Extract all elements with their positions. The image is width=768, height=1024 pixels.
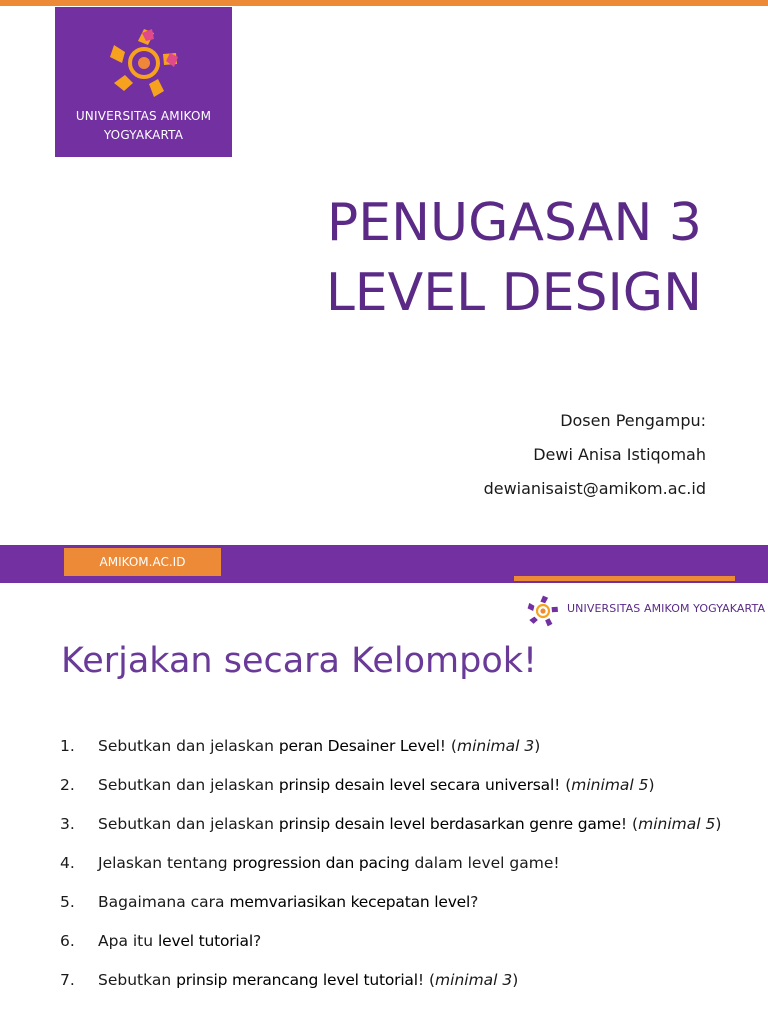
task-number: 3. (60, 815, 75, 833)
task-text: Apa itu (98, 932, 159, 950)
task-text-end: ) (534, 737, 541, 755)
task-minimum: minimal 5 (638, 815, 716, 833)
task-number: 2. (60, 776, 75, 794)
task-highlight: prinsip desain level secara universal (278, 776, 555, 794)
task-number: 4. (60, 854, 75, 872)
task-text-end: ) (715, 815, 722, 833)
task-item (60, 850, 750, 877)
logo-line2: YOGYAKARTA (103, 128, 184, 142)
task-text-after: ! ( (417, 971, 436, 989)
task-text-after: ? (252, 932, 262, 950)
task-text-after: ! ( (620, 815, 639, 833)
site-url-tag: AMIKOM.AC.ID (64, 548, 221, 576)
task-highlight: progression dan pacing (232, 854, 410, 872)
task-highlight: level tutorial (158, 932, 253, 950)
task-text: Sebutkan (98, 971, 177, 989)
task-item (60, 889, 750, 916)
lecturer-label: Dosen Pengampu: (560, 411, 706, 430)
amikom-logo-icon (102, 21, 186, 105)
title-line2: LEVEL DESIGN (325, 263, 702, 323)
task-number: 5. (60, 893, 75, 911)
header-university-name: UNIVERSITAS AMIKOM YOGYAKARTA (567, 602, 766, 615)
slide-heading: Kerjakan secara Kelompok! (61, 641, 538, 681)
header-accent-line (514, 576, 735, 581)
task-highlight: prinsip merancang level tutorial (176, 971, 418, 989)
task-text: Sebutkan dan jelaskan (98, 776, 279, 794)
university-logo-box (55, 7, 232, 157)
task-number: 1. (60, 737, 75, 755)
task-highlight: memvariasikan kecepatan level (229, 893, 471, 911)
task-text-after: dalam level game! (409, 854, 560, 872)
task-text: Sebutkan dan jelaskan (98, 815, 279, 833)
task-highlight: peran Desainer Level (278, 737, 440, 755)
task-text-after: ! ( (554, 776, 572, 794)
amikom-small-logo-icon (525, 593, 561, 629)
task-text-after: ? (470, 893, 479, 911)
task-number: 6. (60, 932, 75, 950)
task-number: 7. (60, 971, 75, 989)
logo-text (55, 107, 232, 145)
task-highlight: prinsip desain level berdasarkan genre game (278, 815, 621, 833)
logo-line1: UNIVERSITAS AMIKOM (75, 109, 212, 123)
task-text: Jelaskan tentang (98, 854, 233, 872)
lecturer-email: dewianisaist@amikom.ac.id (483, 479, 706, 498)
task-list (60, 733, 750, 1006)
task-text-after: ! ( (439, 737, 457, 755)
task-item (60, 811, 750, 838)
task-minimum: minimal 3 (456, 737, 535, 755)
title-line1: PENUGASAN 3 (326, 193, 702, 253)
task-minimum: minimal 3 (435, 971, 513, 989)
task-text: Sebutkan dan jelaskan (98, 737, 279, 755)
slide-title (326, 188, 702, 328)
task-text-end: ) (512, 971, 519, 989)
task-text: Bagaimana cara (98, 893, 230, 911)
task-item (60, 928, 750, 955)
task-item (60, 967, 750, 994)
top-accent-bar (0, 0, 768, 6)
task-item (60, 772, 750, 799)
task-text-end: ) (648, 776, 655, 794)
task-slide (0, 583, 768, 1024)
task-item (60, 733, 750, 760)
lecturer-name: Dewi Anisa Istiqomah (533, 445, 706, 464)
task-minimum: minimal 5 (571, 776, 649, 794)
lecturer-info (484, 404, 706, 506)
